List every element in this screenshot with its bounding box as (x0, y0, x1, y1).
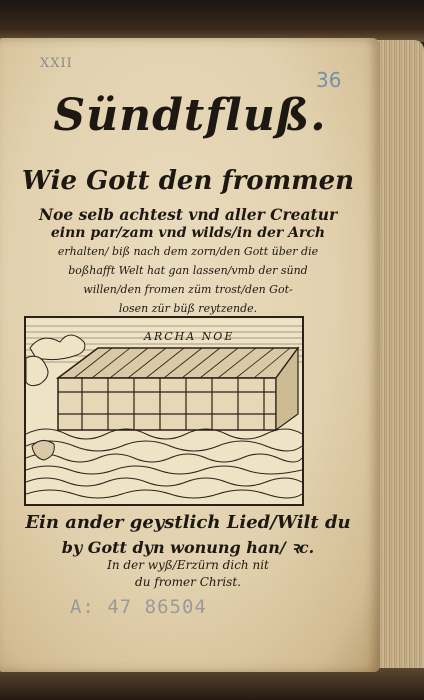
pencil-mark-top: XXII (40, 56, 73, 71)
subtitle-line-3: einn par/zam vnd wilds/in der Arch (50, 225, 326, 241)
folio-number: 36 (316, 68, 342, 92)
ark-inscription: ARCHA NOE (144, 330, 235, 343)
subtitle-line-7: losen zür büß reytzende. (118, 302, 258, 315)
ark-woodcut-illustration (26, 318, 302, 504)
book-cover-top (0, 0, 424, 42)
subtitle-line-2: Noe selb achtest vnd aller Creatur (38, 205, 338, 224)
subtitle-line-5: boßhafft Welt hat gan lassen/vmb der sünd (68, 264, 308, 277)
footer-line-3: In der wyß/Erzürn dich nit (107, 558, 269, 572)
library-shelfmark: A: 47 86504 (70, 596, 207, 618)
page-title: Sündtfluß. (53, 90, 327, 141)
subtitle-line-4: erhalten/ biß nach dem zorn/den Gott über die (57, 245, 319, 258)
subtitle-line-6: willen/den fromen züm trost/den Got- (83, 283, 293, 296)
footer-line-4: du fromer Christ. (135, 575, 241, 589)
footer-line-2: by Gott dyn wonung han/ ꝛc. (61, 538, 315, 557)
book-cover-bottom (0, 668, 424, 700)
ark-woodcut (24, 316, 304, 506)
footer-line-1: Ein ander geystlich Lied/Wilt du (25, 512, 351, 533)
subtitle-line-1: Wie Gott den frommen (21, 166, 355, 196)
